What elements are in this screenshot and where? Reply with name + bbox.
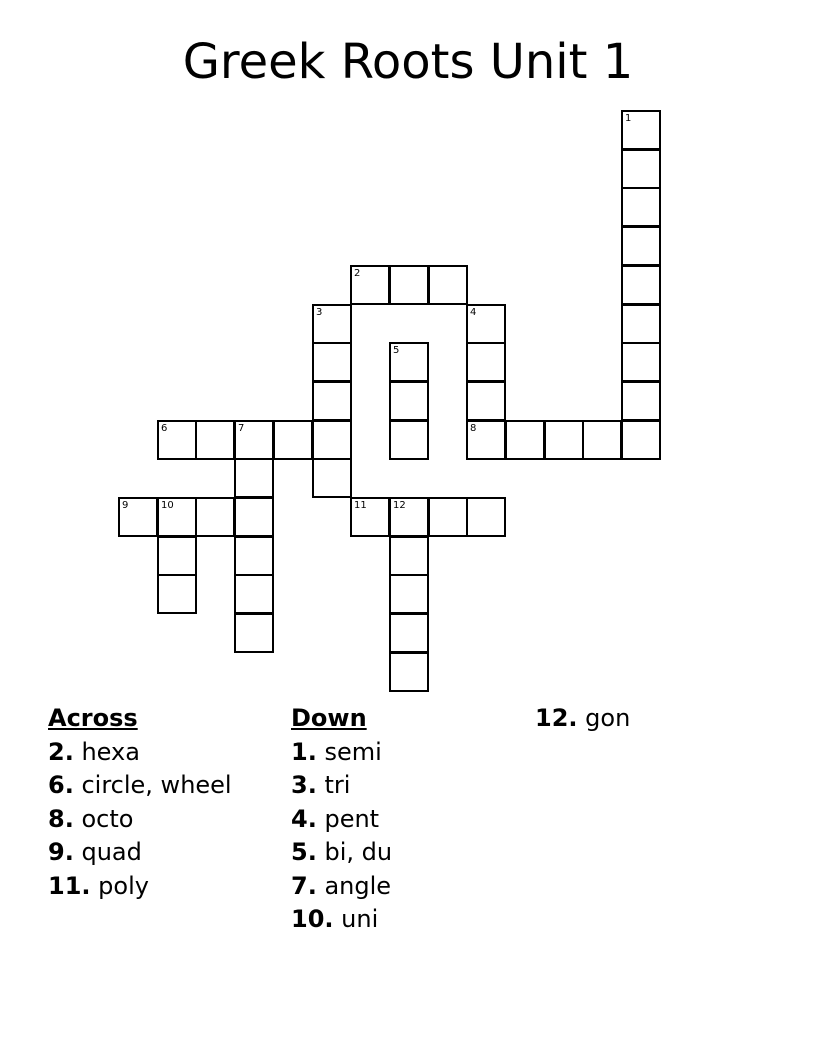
grid-cell[interactable]	[157, 536, 197, 576]
grid-cell[interactable]	[118, 497, 158, 537]
grid-cell[interactable]	[157, 574, 197, 614]
grid-cell[interactable]	[312, 381, 352, 421]
grid-cell[interactable]	[389, 420, 429, 460]
clue-text: bi, du	[324, 838, 393, 866]
grid-cell[interactable]	[273, 420, 313, 460]
grid-cell[interactable]	[621, 187, 661, 227]
clue-text: quad	[81, 838, 142, 866]
clue-text: circle, wheel	[81, 771, 232, 799]
grid-cell[interactable]	[466, 497, 506, 537]
grid-cell[interactable]	[234, 420, 274, 460]
grid-cell[interactable]	[621, 149, 661, 189]
clue-number: 6.	[48, 771, 74, 799]
clue-number: 7.	[291, 871, 317, 900]
grid-cell[interactable]	[234, 458, 274, 498]
cell-number: 12	[393, 500, 406, 511]
down-clue	[291, 836, 392, 870]
across-clues	[48, 702, 232, 903]
down-clue	[291, 769, 392, 803]
clue-number: 1.	[291, 737, 317, 766]
grid-cell[interactable]	[234, 536, 274, 576]
cell-number: 1	[625, 113, 632, 124]
cell-number: 8	[470, 423, 477, 434]
across-clue	[48, 769, 232, 803]
clue-text: angle	[324, 871, 392, 900]
clue-number: 2.	[48, 737, 74, 766]
clue-text: poly	[98, 871, 149, 900]
grid-cell[interactable]	[389, 536, 429, 576]
clue-number: 10.	[291, 905, 334, 933]
grid-cell[interactable]	[234, 613, 274, 653]
cell-number: 2	[354, 268, 361, 279]
cell-number: 5	[393, 345, 400, 356]
grid-cell[interactable]	[195, 497, 235, 537]
grid-cell[interactable]	[234, 574, 274, 614]
grid-cell[interactable]	[428, 265, 468, 305]
across-clue	[48, 836, 232, 870]
grid-cell[interactable]	[505, 420, 545, 460]
clue-number: 3.	[291, 771, 317, 799]
across-clue	[48, 803, 232, 837]
clue-text: uni	[341, 905, 379, 933]
cell-number: 7	[238, 423, 245, 434]
grid-cell[interactable]	[466, 342, 506, 382]
clue-number: 9.	[48, 838, 74, 866]
across-clue	[48, 870, 232, 904]
across-clue	[48, 736, 232, 770]
clue-text: pent	[324, 804, 380, 833]
clue-number: 4.	[291, 804, 317, 833]
grid-cell[interactable]	[350, 265, 390, 305]
down-clue	[291, 736, 392, 770]
grid-cell[interactable]	[389, 265, 429, 305]
clue-text: octo	[81, 804, 134, 833]
clue-text: tri	[324, 771, 351, 799]
down-heading: Down	[291, 704, 367, 732]
clue-number: 5.	[291, 838, 317, 866]
grid-cell[interactable]	[312, 342, 352, 382]
cell-number: 6	[161, 423, 168, 434]
grid-cell[interactable]	[389, 613, 429, 653]
grid-cell[interactable]	[157, 420, 197, 460]
clue-text: hexa	[81, 737, 140, 766]
grid-cell[interactable]	[389, 381, 429, 421]
grid-cell[interactable]	[621, 420, 661, 460]
cell-number: 11	[354, 500, 367, 511]
down-clues-continued	[535, 702, 630, 736]
grid-cell[interactable]	[621, 381, 661, 421]
grid-cell[interactable]	[312, 458, 352, 498]
down-clue	[291, 870, 392, 904]
grid-cell[interactable]	[389, 574, 429, 614]
clue-text: semi	[324, 737, 382, 766]
grid-cell[interactable]	[428, 497, 468, 537]
grid-cell[interactable]	[621, 265, 661, 305]
grid-cell[interactable]	[157, 497, 197, 537]
across-heading: Across	[48, 704, 138, 732]
grid-cell[interactable]	[389, 342, 429, 382]
cell-number: 4	[470, 307, 477, 318]
grid-cell[interactable]	[312, 304, 352, 344]
down-clue	[291, 803, 392, 837]
grid-cell[interactable]	[582, 420, 622, 460]
cell-number: 10	[161, 500, 174, 511]
down-clue	[535, 702, 630, 736]
cell-number: 3	[316, 307, 323, 318]
down-clue	[291, 903, 392, 937]
down-clues	[291, 702, 392, 937]
clue-number: 11.	[48, 871, 91, 900]
grid-cell[interactable]	[544, 420, 584, 460]
grid-cell[interactable]	[195, 420, 235, 460]
clue-number: 12.	[535, 704, 578, 732]
grid-cell[interactable]	[621, 342, 661, 382]
page-title: Greek Roots Unit 1	[182, 34, 634, 90]
grid-cell[interactable]	[621, 304, 661, 344]
clue-number: 8.	[48, 804, 74, 833]
grid-cell[interactable]	[350, 497, 390, 537]
grid-cell[interactable]	[312, 420, 352, 460]
clue-text: gon	[585, 704, 631, 732]
grid-cell[interactable]	[466, 304, 506, 344]
grid-cell[interactable]	[621, 110, 661, 150]
cell-number: 9	[122, 500, 129, 511]
grid-cell[interactable]	[466, 420, 506, 460]
grid-cell[interactable]	[234, 497, 274, 537]
grid-cell[interactable]	[466, 381, 506, 421]
grid-cell[interactable]	[389, 652, 429, 692]
grid-cell[interactable]	[389, 497, 429, 537]
grid-cell[interactable]	[621, 226, 661, 266]
